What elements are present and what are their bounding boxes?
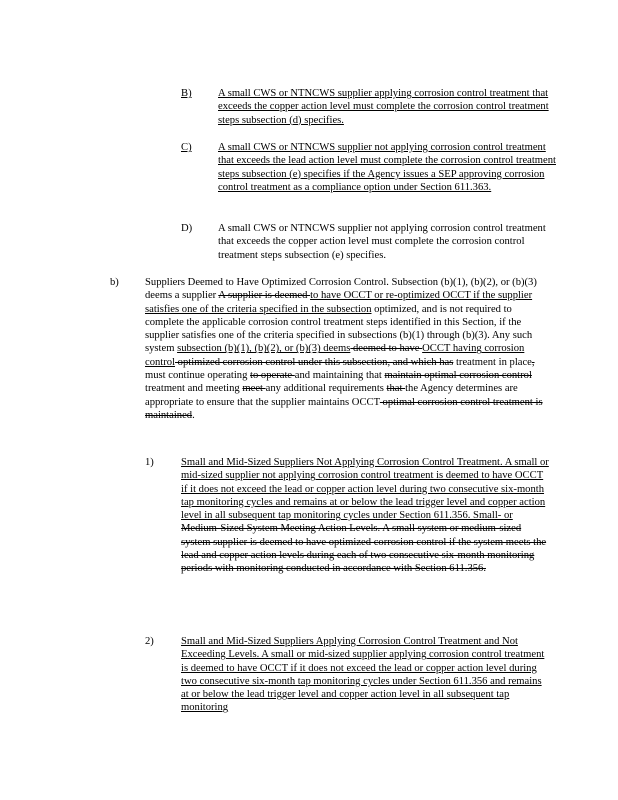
- subsection-b-text: Suppliers Deemed to Have Optimized Corrosion Control. Subsection (b)(1), (b)(2), or (b)(3) deems a supplier A supplier is deemed to have OCCT or re-optimized OCCT if the supplier satisfies one of the criteria specified in the subsection optimized, and is not required to complete the applicable corrosion control treatment steps identified in this Section, if the supplier satisfies one of the criteria specified in subsections (b)(1) through (b)(3). Any such system subsection (b)(1), (b)(2), or (b)(3) deems deemed to have OCCT having corrosion control optimized corrosion control under this subsection, and which has treatment in place, must continue operating to operate and maintaining that maintain optimal corrosion control treatment and meeting meet any additional requirements that the Agency determines are appropriate to ensure that the supplier maintains OCCT optimal corrosion control treatment is maintained.: [145, 277, 543, 421]
- paragraph-1-label: 1): [145, 457, 154, 468]
- paragraph-2-text: Small and Mid-Sized Suppliers Applying Corrosion Control Treatment and Not Exceeding Levels. A small or mid-sized supplier applying corrosion control treatment is deemed to have OCCT if it does not exceed the lead or copper action level during two consecutive six-month tap monitoring cycles under Section 611.356 and remains at or below the lead trigger level and copper action level in all subsequent tap monitoring: [181, 636, 545, 714]
- paragraph-1-text: Small and Mid-Sized Suppliers Not Applying Corrosion Control Treatment. A small or mid-sized supplier not applying corrosion control treatment is deemed to have OCCT if it does not exceed the lead or copper action level during two consecutive six-month tap monitoring cycles and remains at or below the lead trigger level and copper action level in all subsequent tap monitoring cycles under Section 611.356. Small- or Medium-Sized System Meeting Action Levels. A small system or medium-sized system supplier is deemed to have optimized corrosion control if the system meets the lead and copper action levels during each of two consecutive six-month monitoring periods with monitoring conducted in accordance with Section 611.356.: [181, 457, 549, 575]
- paragraph-2-label: 2): [145, 636, 154, 647]
- item-c-label: C): [181, 142, 192, 153]
- item-b-label: B): [181, 88, 192, 99]
- subsection-b-label: b): [110, 277, 119, 288]
- item-c-text: A small CWS or NTNCWS supplier not applying corrosion control treatment that exceeds the lead action level must complete the corrosion control treatment steps subsection (e) specifies if the Agency issues a SEP approving corrosion control treatment as a compliance option under Section 611.363.: [218, 142, 556, 193]
- item-b-text: A small CWS or NTNCWS supplier applying corrosion control treatment that exceeds the copper action level must complete the corrosion control treatment steps subsection (d) specifies.: [218, 88, 549, 126]
- item-d-text: A small CWS or NTNCWS supplier not applying corrosion control treatment that exceeds the copper action level must complete the corrosion control treatment steps subsection (e) specifies.: [218, 223, 546, 261]
- item-d-label: D): [181, 223, 193, 234]
